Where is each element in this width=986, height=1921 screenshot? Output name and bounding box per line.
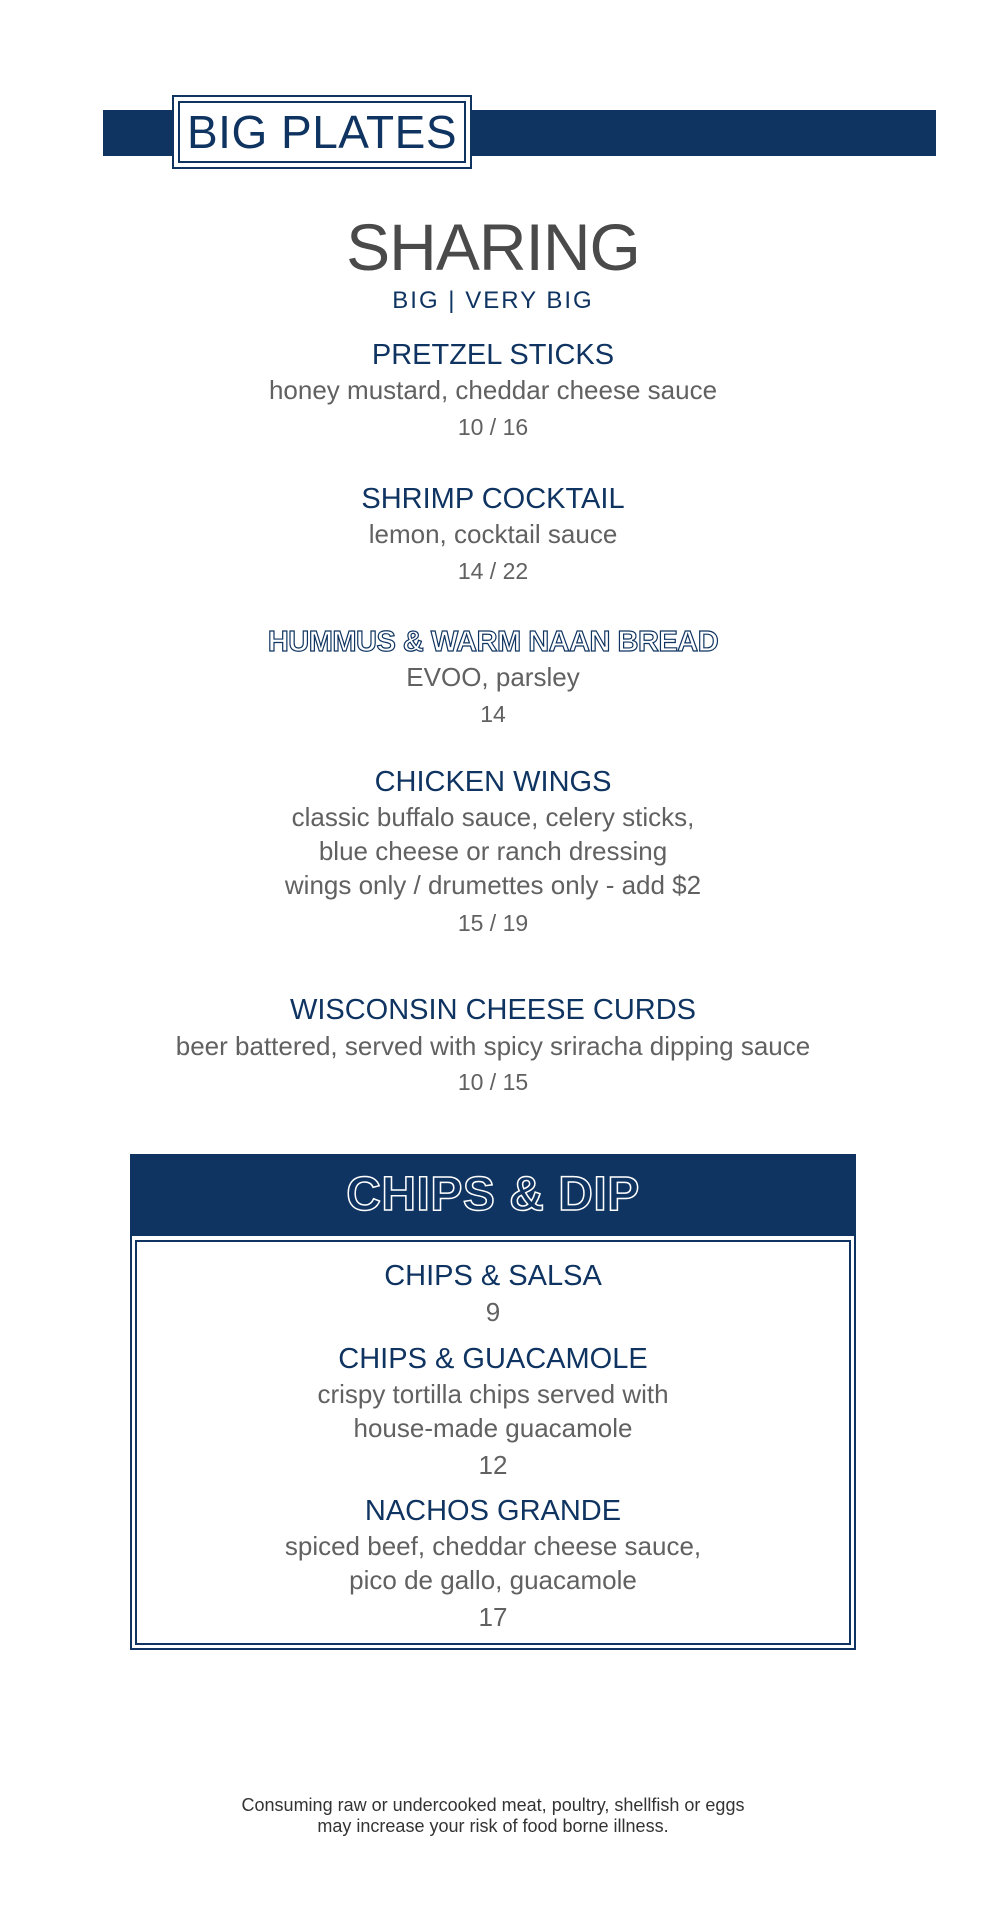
menu-item-desc: wings only / drumettes only - add $2 [284,870,702,900]
menu-item-name: WISCONSIN CHEESE CURDS [289,994,697,1026]
menu-item-price: 14 / 22 [457,558,529,584]
menu-item-price: 10 / 15 [457,1069,529,1095]
section-title-box [172,95,472,169]
menu-item-desc: beer battered, served with spicy sriracha dipping sauce [175,1031,811,1061]
menu-item-desc: classic buffalo sauce, celery sticks, [291,802,695,832]
menu-item-desc: pico de gallo, guacamole [349,1565,637,1595]
menu-item-price: 17 [478,1602,508,1632]
disclaimer-line-2: may increase your risk of food borne illness. [317,1816,669,1836]
menu-item-name: PRETZEL STICKS [371,339,615,371]
menu-item-price: 14 [480,701,506,727]
chips-title: CHIPS & DIP [346,1168,640,1221]
menu-item-name: SHRIMP COCKTAIL [361,483,625,515]
menu-item-name: CHIPS & GUACAMOLE [338,1343,648,1375]
sharing-title: SHARING [346,210,640,284]
menu-item-price: 10 / 16 [457,414,529,440]
menu-item-desc: spiced beef, cheddar cheese sauce, [284,1531,702,1561]
menu-item-name: HUMMUS & WARM NAAN BREAD [267,626,719,658]
menu-item-price: 9 [485,1297,501,1327]
menu-item-desc: blue cheese or ranch dressing [318,836,668,866]
menu-item-name: NACHOS GRANDE [364,1495,622,1527]
menu-item-name: CHICKEN WINGS [374,766,612,798]
disclaimer-line-1: Consuming raw or undercooked meat, poultry, shellfish or eggs [241,1795,745,1815]
sharing-subtitle: BIG | VERY BIG [392,287,594,314]
menu-item-price: 15 / 19 [457,910,529,936]
menu-item-desc: honey mustard, cheddar cheese sauce [268,375,718,405]
menu-item-price: 12 [478,1450,508,1480]
section-title: BIG PLATES [186,106,458,158]
menu-item-desc: house-made guacamole [353,1413,633,1443]
menu-item-desc: lemon, cocktail sauce [368,519,618,549]
menu-item-desc: EVOO, parsley [406,662,580,692]
chips-header [130,1154,856,1236]
menu-item-desc: crispy tortilla chips served with [317,1379,669,1409]
menu-item-name: CHIPS & SALSA [384,1260,602,1292]
